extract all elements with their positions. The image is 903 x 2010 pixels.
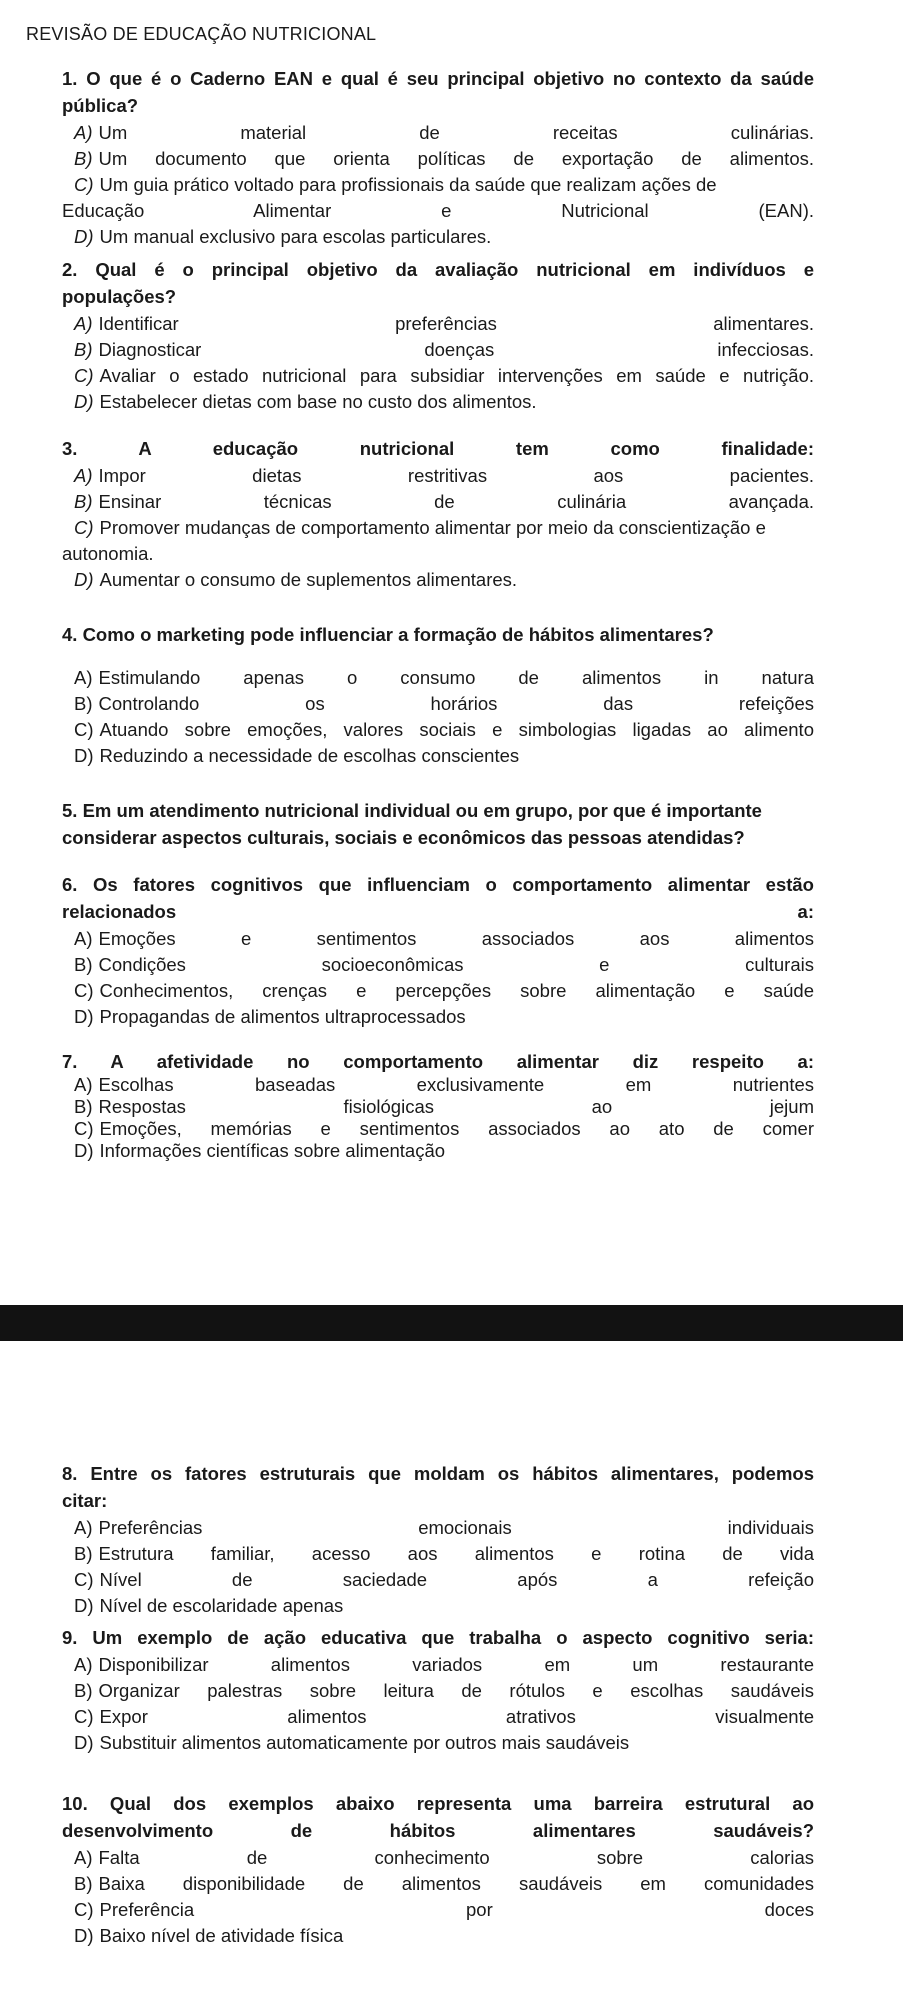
option-text: Controlando os horários das refeições xyxy=(98,693,814,714)
option-letter: C) xyxy=(74,174,94,195)
question-title-line: 4. Como o marketing pode influenciar a formação de hábitos alimentares? xyxy=(62,624,714,645)
option-letter: A) xyxy=(74,1517,93,1538)
question-5 xyxy=(62,798,814,852)
option-letter: B) xyxy=(74,1680,93,1701)
option-text: Propagandas de alimentos ultraprocessados xyxy=(99,1006,466,1027)
option-text: Promover mudanças de comportamento alimentar por meio da conscientização e xyxy=(99,517,766,538)
option-text: Informações científicas sobre alimentação xyxy=(99,1140,446,1161)
answer-option xyxy=(62,1871,814,1897)
option-text: Emoções e sentimentos associados aos alimentos xyxy=(98,928,814,949)
question-title-line: 10. Qual dos exemplos abaixo representa uma barreira estrutural ao xyxy=(62,1793,814,1814)
option-letter: A) xyxy=(74,1847,93,1868)
option-letter: B) xyxy=(74,954,93,975)
option-text: Avaliar o estado nutricional para subsidiar intervenções em saúde e nutrição. xyxy=(99,365,814,386)
option-text: Aumentar o consumo de suplementos alimentares. xyxy=(99,569,518,590)
option-letter: D) xyxy=(74,391,94,412)
question-title-line: populações? xyxy=(62,286,177,307)
option-text: autonomia. xyxy=(62,543,154,564)
answer-option xyxy=(62,1678,814,1704)
question-4 xyxy=(62,622,814,769)
question-title-line: 5. Em um atendimento nutricional individual ou em grupo, por que é importante xyxy=(62,800,762,821)
option-letter: A) xyxy=(74,313,93,334)
answer-option xyxy=(62,146,814,172)
answer-option xyxy=(62,337,814,363)
option-text: Preferências emocionais individuais xyxy=(98,1517,814,1538)
answer-option xyxy=(62,567,814,593)
option-letter: A) xyxy=(74,465,93,486)
answer-option xyxy=(62,1567,814,1593)
option-text: Educação Alimentar e Nutricional (EAN). xyxy=(62,200,814,221)
question-9 xyxy=(62,1625,814,1756)
answer-option xyxy=(62,1118,814,1140)
option-text: Preferência por doces xyxy=(99,1899,814,1920)
question-title-line: 3. A educação nutricional tem como finalidade: xyxy=(62,438,814,459)
answer-option xyxy=(62,1004,814,1030)
question-8 xyxy=(62,1461,814,1619)
answer-option xyxy=(62,198,814,224)
answer-option xyxy=(62,541,814,567)
answer-option xyxy=(62,224,814,250)
option-letter: C) xyxy=(74,1706,94,1727)
answer-option xyxy=(62,1652,814,1678)
option-letter: A) xyxy=(74,122,93,143)
answer-option xyxy=(62,743,814,769)
option-letter: D) xyxy=(74,1006,94,1027)
answer-option xyxy=(62,1923,814,1949)
answer-option xyxy=(62,1541,814,1567)
question-1 xyxy=(62,66,814,250)
option-text: Baixo nível de atividade física xyxy=(99,1925,344,1946)
option-text: Conhecimentos, crenças e percepções sobre alimentação e saúde xyxy=(99,980,814,1001)
option-letter: D) xyxy=(74,226,94,247)
answer-option xyxy=(62,463,814,489)
option-letter: B) xyxy=(74,491,93,512)
answer-option xyxy=(62,1140,814,1162)
answer-option xyxy=(62,1845,814,1871)
answer-option xyxy=(62,389,814,415)
option-text: Falta de conhecimento sobre calorias xyxy=(98,1847,814,1868)
question-title-line: 8. Entre os fatores estruturais que moldam os hábitos alimentares, podemos xyxy=(62,1463,814,1484)
question-title-line: 2. Qual é o principal objetivo da avaliação nutricional em indivíduos e xyxy=(62,259,814,280)
answer-option xyxy=(62,691,814,717)
option-letter: B) xyxy=(74,1543,93,1564)
option-text: Um documento que orienta políticas de exportação de alimentos. xyxy=(98,148,814,169)
answer-option xyxy=(62,1515,814,1541)
option-letter: B) xyxy=(74,339,93,360)
option-letter: D) xyxy=(74,745,94,766)
option-text: Um material de receitas culinárias. xyxy=(98,122,814,143)
option-text: Substituir alimentos automaticamente por outros mais saudáveis xyxy=(99,1732,630,1753)
option-text: Nível de escolaridade apenas xyxy=(99,1595,344,1616)
option-letter: A) xyxy=(74,928,93,949)
option-text: Reduzindo a necessidade de escolhas conscientes xyxy=(99,745,520,766)
answer-option xyxy=(62,665,814,691)
option-letter: D) xyxy=(74,1925,94,1946)
option-text: Estrutura familiar, acesso aos alimentos e rotina de vida xyxy=(98,1543,814,1564)
answer-option xyxy=(62,172,814,198)
answer-option xyxy=(62,489,814,515)
question-title-line: 9. Um exemplo de ação educativa que trabalha o aspecto cognitivo seria: xyxy=(62,1627,814,1648)
option-text: Expor alimentos atrativos visualmente xyxy=(99,1706,814,1727)
option-letter: C) xyxy=(74,517,94,538)
answer-option xyxy=(62,363,814,389)
answer-option xyxy=(62,1704,814,1730)
answer-option xyxy=(62,1897,814,1923)
answer-option xyxy=(62,120,814,146)
option-letter: C) xyxy=(74,1899,94,1920)
option-text: Estabelecer dietas com base no custo dos alimentos. xyxy=(99,391,537,412)
answer-option xyxy=(62,311,814,337)
option-text: Diagnosticar doenças infecciosas. xyxy=(98,339,814,360)
option-letter: C) xyxy=(74,1118,94,1139)
option-text: Condições socioeconômicas e culturais xyxy=(98,954,814,975)
question-10 xyxy=(62,1791,814,1949)
answer-option xyxy=(62,515,814,541)
question-title-line: pública? xyxy=(62,95,139,116)
question-title-line: citar: xyxy=(62,1490,108,1511)
option-letter: C) xyxy=(74,980,94,1001)
separator-bar xyxy=(0,1305,903,1341)
option-letter: D) xyxy=(74,1732,94,1753)
option-letter: A) xyxy=(74,1074,93,1095)
answer-option xyxy=(62,1730,814,1756)
option-letter: B) xyxy=(74,1873,93,1894)
question-title-line: relacionados a: xyxy=(62,901,814,922)
page-title: REVISÃO DE EDUCAÇÃO NUTRICIONAL xyxy=(26,24,377,44)
option-text: Baixa disponibilidade de alimentos saudáveis em comunidades xyxy=(98,1873,814,1894)
answer-option xyxy=(62,1096,814,1118)
option-text: Atuando sobre emoções, valores sociais e simbologias ligadas ao alimento xyxy=(99,719,814,740)
answer-option xyxy=(62,978,814,1004)
option-text: Impor dietas restritivas aos pacientes. xyxy=(98,465,814,486)
question-7 xyxy=(62,1051,814,1162)
question-2 xyxy=(62,257,814,415)
answer-option xyxy=(62,926,814,952)
option-letter: A) xyxy=(74,667,93,688)
option-text: Organizar palestras sobre leitura de rótulos e escolhas saudáveis xyxy=(98,1680,814,1701)
option-text: Escolhas baseadas exclusivamente em nutrientes xyxy=(98,1074,814,1095)
question-title-line: desenvolvimento de hábitos alimentares saudáveis? xyxy=(62,1820,814,1841)
question-title-line: 7. A afetividade no comportamento alimentar diz respeito a: xyxy=(62,1051,814,1072)
option-text: Respostas fisiológicas ao jejum xyxy=(98,1096,814,1117)
option-text: Estimulando apenas o consumo de alimentos in natura xyxy=(98,667,814,688)
question-6 xyxy=(62,872,814,1030)
answer-option xyxy=(62,717,814,743)
option-letter: B) xyxy=(74,693,93,714)
answer-option xyxy=(62,1593,814,1619)
option-text: Um guia prático voltado para profissionais da saúde que realizam ações de xyxy=(99,174,717,195)
option-text: Disponibilizar alimentos variados em um restaurante xyxy=(98,1654,814,1675)
option-letter: C) xyxy=(74,1569,94,1590)
option-letter: A) xyxy=(74,1654,93,1675)
option-text: Um manual exclusivo para escolas particulares. xyxy=(99,226,492,247)
option-letter: B) xyxy=(74,148,93,169)
option-text: Identificar preferências alimentares. xyxy=(98,313,814,334)
answer-option xyxy=(62,1074,814,1096)
option-letter: D) xyxy=(74,1140,94,1161)
question-title-line: considerar aspectos culturais, sociais e econômicos das pessoas atendidas? xyxy=(62,827,745,848)
option-letter: D) xyxy=(74,569,94,590)
question-title-line: 1. O que é o Caderno EAN e qual é seu principal objetivo no contexto da saúde xyxy=(62,68,814,89)
option-letter: D) xyxy=(74,1595,94,1616)
option-text: Ensinar técnicas de culinária avançada. xyxy=(98,491,814,512)
option-text: Emoções, memórias e sentimentos associados ao ato de comer xyxy=(99,1118,814,1139)
option-letter: B) xyxy=(74,1096,93,1117)
option-text: Nível de saciedade após a refeição xyxy=(99,1569,814,1590)
option-letter: C) xyxy=(74,365,94,386)
question-3 xyxy=(62,436,814,593)
question-title-line: 6. Os fatores cognitivos que influenciam o comportamento alimentar estão xyxy=(62,874,814,895)
option-letter: C) xyxy=(74,719,94,740)
answer-option xyxy=(62,952,814,978)
